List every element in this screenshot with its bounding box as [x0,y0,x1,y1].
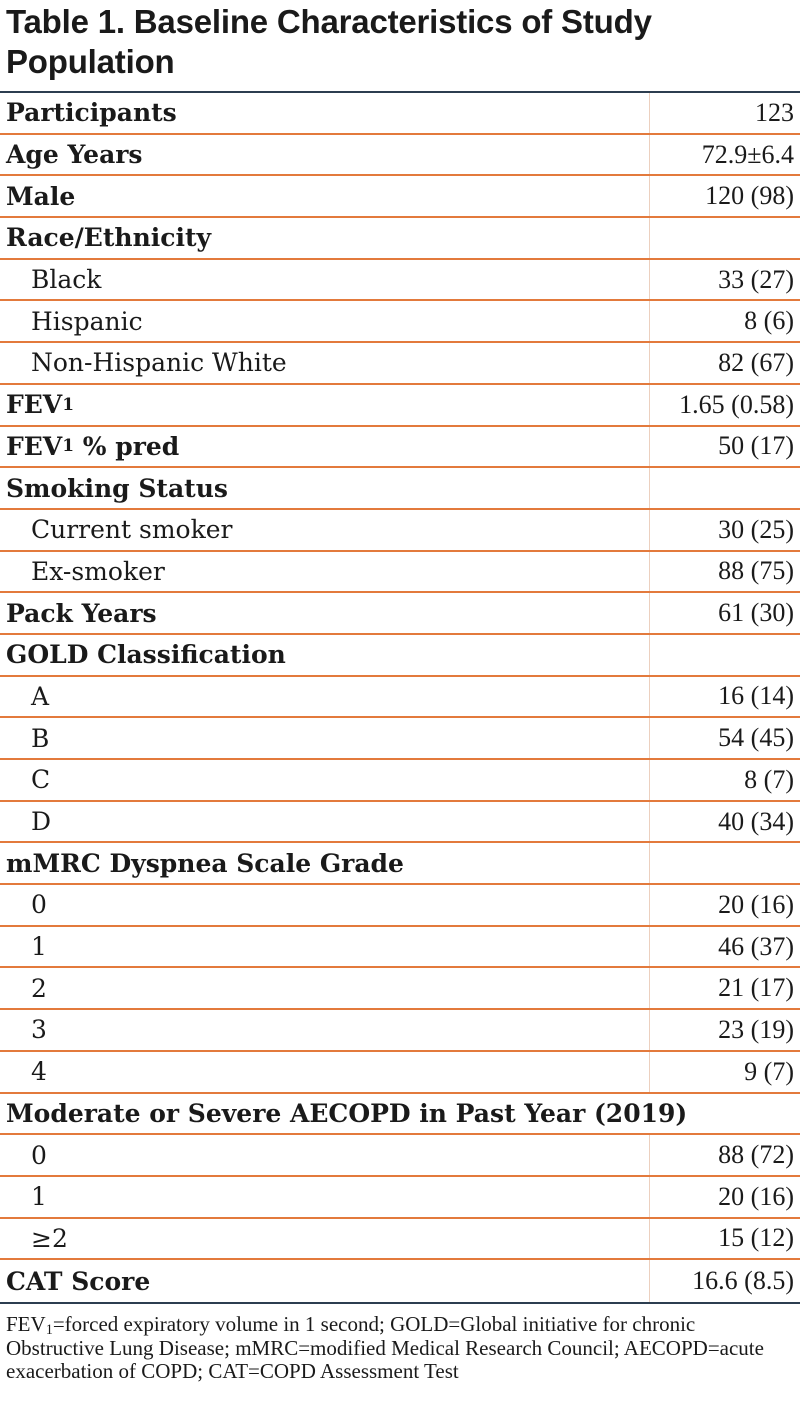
row-value: 123 [755,97,794,127]
row-value: 88 (75) [718,556,794,586]
column-divider [649,93,650,133]
row-label-text: Black [31,265,102,295]
table-row [0,218,800,260]
row-sublabel [31,552,165,592]
column-divider [649,677,650,717]
row-value: 54 (45) [718,723,794,753]
row-value: 8 (7) [744,764,794,794]
row-value: 1.65 (0.58) [679,389,794,419]
table-row [0,635,800,677]
row-label-text: 0 [31,890,47,920]
row-sublabel [31,343,287,383]
column-divider [649,135,650,175]
row-label-text: Male [6,181,76,211]
row-label-text: 3 [31,1015,47,1045]
table-row [0,343,800,385]
footnote-text: =forced expiratory volume in 1 second; GOLD=Global initiative for chronic Obstructive Lung Disease; mMRC=modified Medical Research Council; AECOPD=acute exacerbation of COPD; CAT=COPD Assessment Test [6,1312,764,1384]
baseline-table [0,93,800,1302]
table-title: Table 1. Baseline Characteristics of Study Population [6,3,652,80]
column-divider [649,385,650,425]
row-label-text: mMRC Dyspnea Scale Grade [6,848,404,878]
table-row [0,1094,800,1136]
column-divider [649,635,650,675]
row-value: 61 (30) [718,598,794,628]
column-divider [649,1135,650,1175]
table-row [0,843,800,885]
row-sublabel [31,927,47,967]
row-sublabel [31,1177,47,1217]
row-value: 9 (7) [744,1056,794,1086]
row-label-text: CAT Score [6,1266,151,1296]
row-label [6,468,228,508]
row-value: 30 (25) [718,514,794,544]
row-label-text: Current smoker [31,515,233,545]
column-divider [649,760,650,800]
table-row [0,135,800,177]
row-value: 72.9±6.4 [701,139,794,169]
table-row [0,593,800,635]
row-label-text: B [31,723,50,753]
column-divider [649,802,650,842]
column-divider [649,510,650,550]
row-value: 21 (17) [718,973,794,1003]
row-label-text: 0 [31,1140,47,1170]
row-sublabel [31,760,50,800]
row-label-text: Age Years [6,140,143,170]
row-label-text: Smoking Status [6,473,228,503]
row-label [6,93,177,133]
row-sublabel [31,301,143,341]
row-value: 120 (98) [705,181,794,211]
row-label-text: D [31,807,52,837]
column-divider [649,885,650,925]
row-label-text: Moderate or Severe AECOPD in Past Year (2019) [6,1098,688,1128]
row-label-text: A [31,681,50,711]
column-divider [649,427,650,467]
table-row [0,1177,800,1219]
row-sublabel [31,260,101,300]
table-row [0,677,800,719]
row-value: 33 (27) [718,264,794,294]
row-value: 40 (34) [718,806,794,836]
row-sublabel [31,1010,47,1050]
row-label-text: Non-Hispanic White [31,348,287,378]
table-row [0,552,800,594]
row-label-text: Pack Years [6,598,157,628]
row-label [6,135,143,175]
row-label [6,635,286,675]
row-value: 20 (16) [718,1181,794,1211]
row-sublabel [31,802,51,842]
column-divider [649,927,650,967]
row-label-text: 4 [31,1057,47,1087]
column-divider [649,1177,650,1217]
row-sublabel [31,968,47,1008]
table-row [0,468,800,510]
row-value: 50 (17) [718,431,794,461]
column-divider [649,968,650,1008]
row-label: FEV 1 [6,390,75,420]
table-row [0,301,800,343]
row-label: FEV 1 % pred [6,431,180,461]
table-bottom-rule [0,1302,800,1304]
column-divider [649,260,650,300]
row-label [6,176,75,216]
row-value: 16 (14) [718,681,794,711]
row-value: 8 (6) [744,306,794,336]
row-value: 15 (12) [718,1223,794,1253]
row-label-text: Race/Ethnicity [6,223,212,253]
row-label-text: ≥2 [31,1223,68,1253]
table-row [0,885,800,927]
table-row [0,427,800,469]
table-row [0,1010,800,1052]
table-row [0,260,800,302]
column-divider [649,718,650,758]
table-row [0,385,800,427]
table-row [0,927,800,969]
column-divider [649,468,650,508]
row-label-text: FEV [6,431,63,461]
row-value: 20 (16) [718,889,794,919]
row-value: 16.6 (8.5) [692,1266,794,1296]
table-row [0,1260,800,1302]
table-row [0,1052,800,1094]
row-label [6,1094,687,1134]
row-label-text: Ex-smoker [31,556,165,586]
row-sublabel [31,677,49,717]
column-divider [649,218,650,258]
row-label-text: C [31,765,51,795]
row-value: 82 (67) [718,347,794,377]
row-label-suffix: % pred [74,431,180,461]
row-label-text: GOLD Classification [6,640,286,670]
row-label-text: 1 [31,932,47,962]
row-label-text: Hispanic [31,306,143,336]
row-label [6,218,211,258]
row-value: 23 (19) [718,1014,794,1044]
footnote-prefix: FEV [6,1312,46,1336]
row-label-text: 1 [31,1182,47,1212]
row-value: 88 (72) [718,1140,794,1170]
row-sublabel [31,885,47,925]
column-divider [649,1219,650,1259]
table-row [0,510,800,552]
table-row [0,718,800,760]
row-label-text: FEV [6,390,63,420]
row-label-text: 2 [31,973,47,1003]
table-row [0,968,800,1010]
row-label [6,843,404,883]
column-divider [649,343,650,383]
column-divider [649,1010,650,1050]
row-label [6,593,157,633]
footnote-prefix-subscript: 1 [45,1321,53,1338]
column-divider [649,552,650,592]
column-divider [649,843,650,883]
column-divider [649,593,650,633]
column-divider [649,176,650,216]
row-label-text: Participants [6,98,177,128]
column-divider [649,301,650,341]
row-sublabel [31,718,49,758]
table-row [0,1135,800,1177]
row-sublabel [31,1135,47,1175]
table-row [0,802,800,844]
row-label [6,1260,150,1302]
row-sublabel [31,1052,47,1092]
row-sublabel [31,1219,68,1259]
column-divider [649,1260,650,1302]
table-row [0,93,800,135]
row-value: 46 (37) [718,931,794,961]
column-divider [649,1052,650,1092]
row-sublabel [31,510,233,550]
table-row [0,1219,800,1261]
table-row [0,760,800,802]
table-footnote [6,1313,796,1384]
table-row [0,176,800,218]
